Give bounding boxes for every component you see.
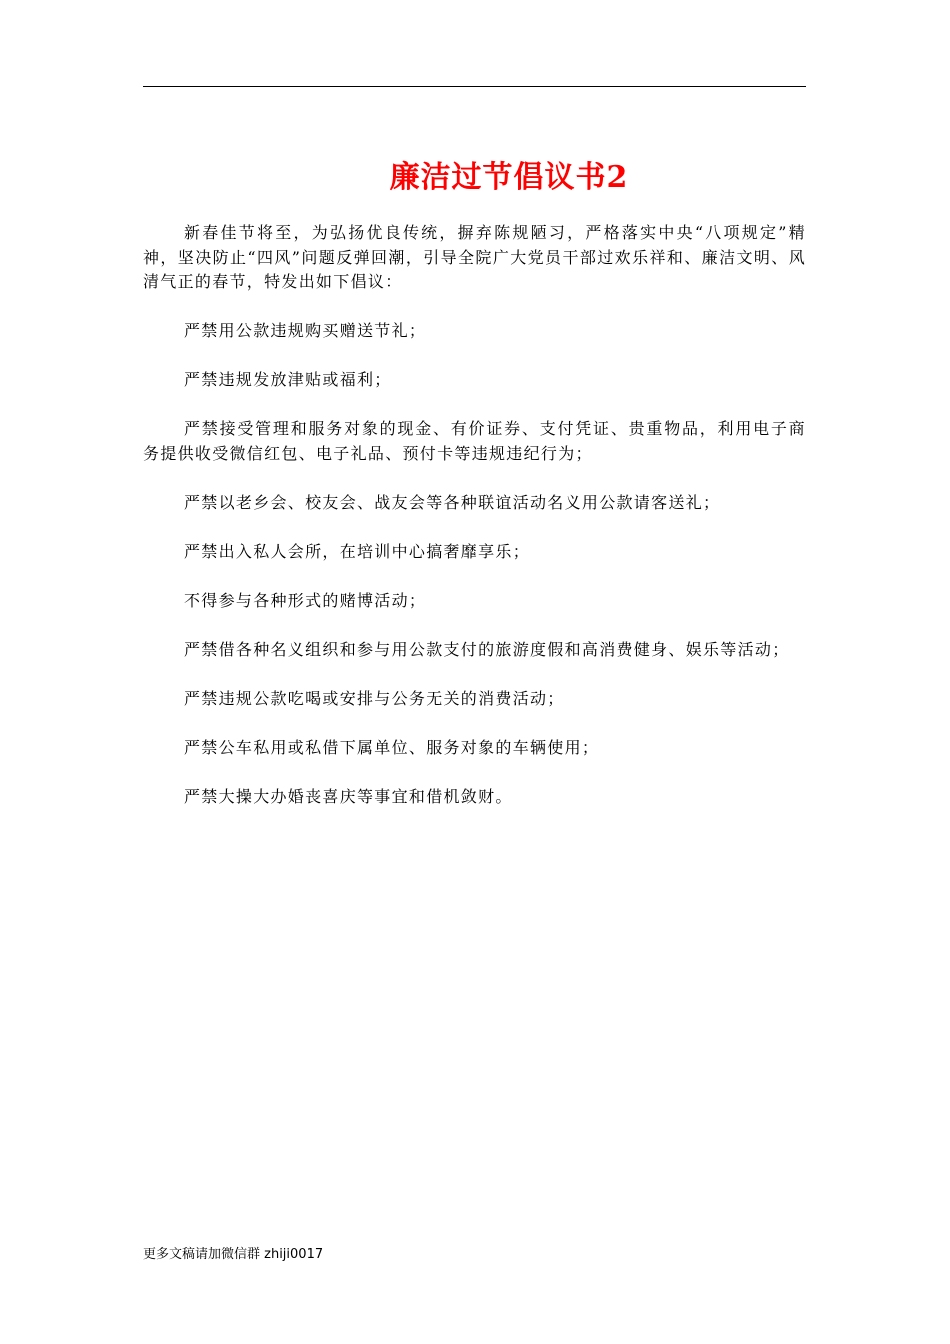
proposal-item: 严禁用公款违规购买赠送节礼； xyxy=(184,321,427,340)
proposal-item: 不得参与各种形式的赌博活动； xyxy=(184,590,427,610)
proposal-item: 严禁以老乡会、校友会、战友会等各种联谊活动名义用公款请客送礼； xyxy=(184,492,721,512)
proposal-item: 严禁出入私人会所，在培训中心搞奢靡享乐； xyxy=(184,541,531,561)
proposal-item: 严禁违规公款吃喝或安排与公务无关的消费活动； xyxy=(184,688,565,708)
document-body xyxy=(143,221,806,834)
document-title: 廉洁过节倡议书2 xyxy=(389,160,629,195)
proposal-item: 严禁接受管理和服务对象的现金、有价证券、支付凭证、贵重物品，利用电子商务提供收受微信红包、电子礼品、预付卡等违规违纪行为； xyxy=(143,419,806,463)
intro-paragraph: 新春佳节将至，为弘扬优良传统，摒弃陈规陋习，严格落实中央“八项规定”精神，坚决防止“四风”问题反弹回潮，引导全院广大党员干部过欢乐祥和、廉洁文明、风清气正的春节，特发出如下倡议： xyxy=(143,223,806,291)
footer-note: 更多文稿请加微信群 zhiji0017 xyxy=(143,1247,324,1262)
header-rule xyxy=(143,86,806,87)
proposal-item: 严禁借各种名义组织和参与用公款支付的旅游度假和高消费健身、娱乐等活动； xyxy=(184,639,790,659)
proposal-item: 严禁大操大办婚丧喜庆等事宜和借机敛财。 xyxy=(184,786,513,806)
proposal-item: 严禁违规发放津贴或福利； xyxy=(184,370,392,389)
proposal-item: 严禁公车私用或私借下属单位、服务对象的车辆使用； xyxy=(184,737,600,757)
